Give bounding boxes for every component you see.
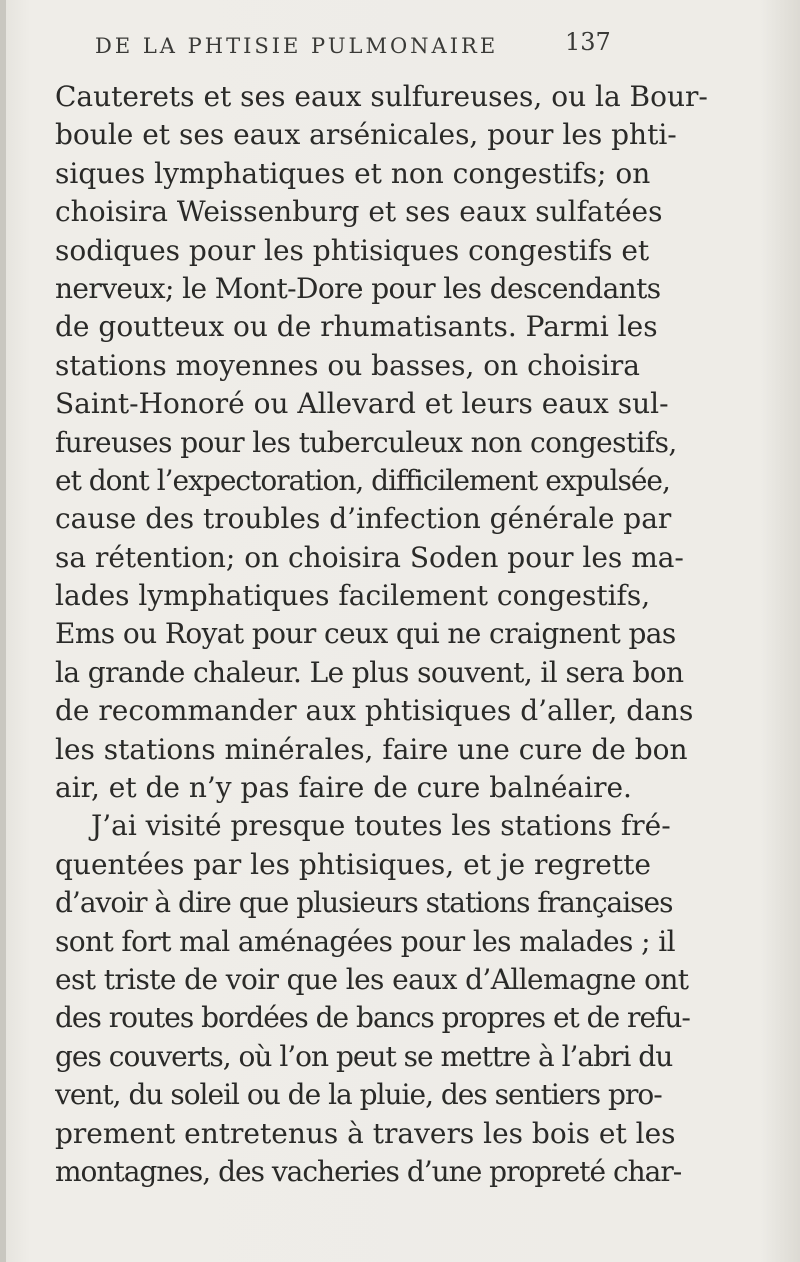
text-line: Saint-Honoré ou Allevard et leurs eaux sul- (55, 387, 669, 421)
text-line: de goutteux ou de rhumatisants. Parmi les (55, 310, 658, 344)
text-line: boule et ses eaux arsénicales, pour les phti- (55, 118, 677, 152)
text-line: les stations minérales, faire une cure de bon (55, 732, 688, 766)
text-line: cause des troubles d’infection générale par (55, 502, 672, 536)
page-number: 137 (565, 28, 611, 56)
text-line: sodiques pour les phtisiques congestifs et (55, 233, 650, 267)
text-line: quentées par les phtisiques, et je regrette (55, 847, 651, 881)
text-line: stations moyennes ou basses, on choisira (55, 348, 640, 382)
text-line: des routes bordées de bancs propres et de refu- (55, 1001, 690, 1035)
text-line: nerveux; le Mont-Dore pour les descendants (55, 271, 661, 305)
text-line: sont fort mal aménagées pour les malades ; il (55, 924, 675, 958)
text-line: vent, du soleil ou de la pluie, des sentiers pro- (55, 1078, 662, 1112)
text-line: choisira Weissenburg et ses eaux sulfatées (55, 195, 663, 229)
text-line: montagnes, des vacheries d’une propreté char- (55, 1154, 682, 1188)
text-line: Cauterets et ses eaux sulfureuses, ou la Bour- (55, 80, 708, 113)
text-line: siques lymphatiques et non congestifs; on (55, 156, 651, 190)
page-binding-edge (0, 0, 6, 1262)
text-line: fureuses pour les tuberculeux non congestifs, (55, 425, 677, 459)
running-head: DE LA PHTISIE PULMONAIRE (95, 34, 499, 58)
text-line: lades lymphatiques facilement congestifs, (55, 579, 651, 613)
paragraph-start-line: J’ai visité presque toutes les stations fré- (91, 809, 671, 843)
text-line: ges couverts, où l’on peut se mettre à l’abri du (55, 1039, 673, 1073)
text-line: sa rétention; on choisira Soden pour les ma- (55, 540, 684, 574)
text-line: de recommander aux phtisiques d’aller, dans (55, 694, 694, 728)
text-line: d’avoir à dire que plusieurs stations françaises (55, 886, 673, 920)
body-text (55, 78, 775, 1191)
text-line: prement entretenus à travers les bois et les (55, 1116, 676, 1150)
text-line: air, et de n’y pas faire de cure balnéaire. (55, 771, 632, 805)
text-line: et dont l’expectoration, difficilement expulsée, (55, 463, 670, 497)
text-line: la grande chaleur. Le plus souvent, il sera bon (55, 655, 684, 689)
page-header (95, 28, 735, 68)
text-line: Ems ou Royat pour ceux qui ne craignent pas (55, 617, 676, 651)
text-line: est triste de voir que les eaux d’Allemagne ont (55, 962, 689, 996)
